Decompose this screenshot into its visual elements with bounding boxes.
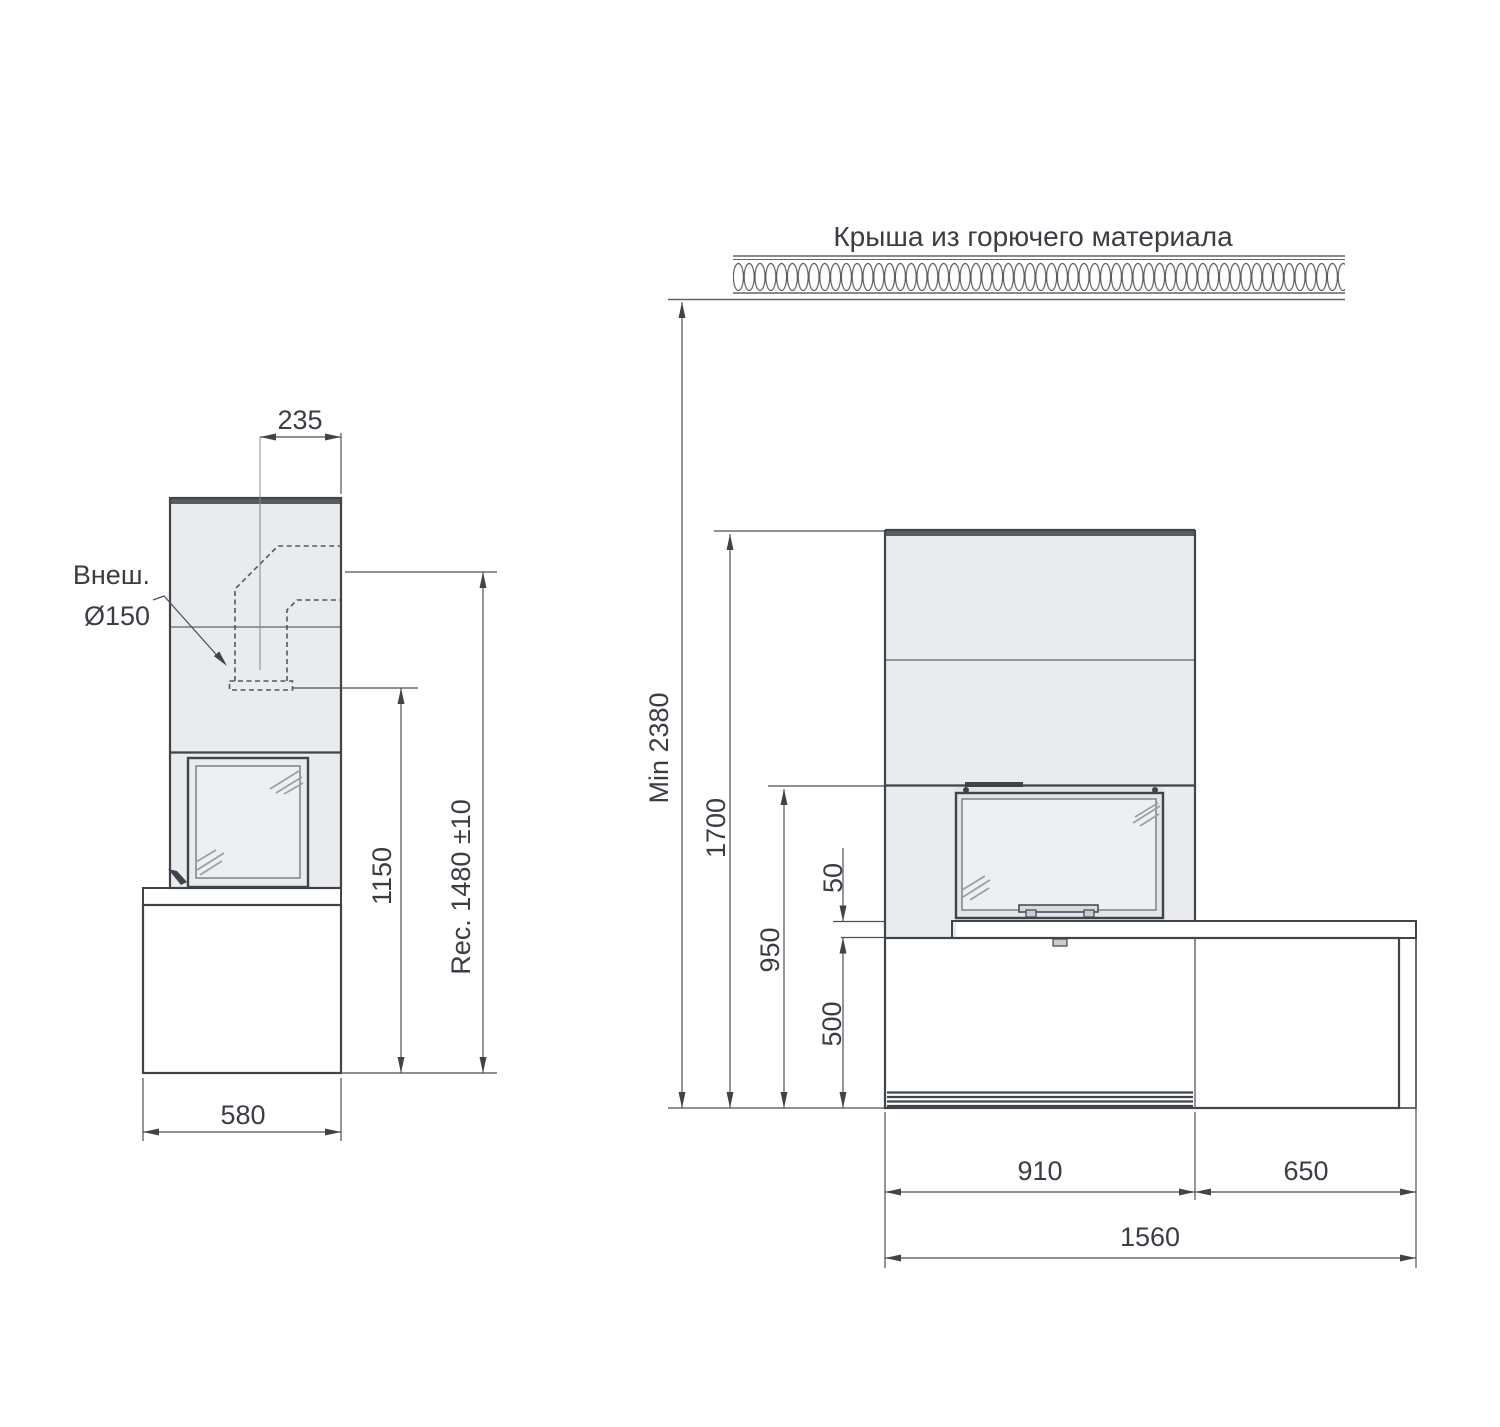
dim-hearth-thickness-label: 50 — [818, 862, 848, 894]
door-screw-icon — [1152, 787, 1158, 793]
dim-firebox-top-height-label: 950 — [755, 927, 785, 973]
dim-depth — [143, 1078, 341, 1141]
dim-total-height — [701, 531, 884, 1108]
base-vent-slot — [1053, 939, 1067, 946]
dim-bench-width-label: 650 — [1283, 1156, 1329, 1186]
hearth-bench-slab — [952, 921, 1416, 938]
dim-recommended-height — [341, 572, 497, 1073]
dim-bench-height-label: 500 — [817, 1001, 847, 1047]
front-right-wall-strip — [1163, 786, 1195, 921]
flue-label-line1: Внеш. — [72, 560, 150, 590]
dim-bench-width — [1195, 1108, 1416, 1268]
dim-min-ceiling — [644, 302, 686, 1108]
front-view — [644, 221, 1416, 1268]
front-air-slot — [965, 782, 1023, 787]
dim-flue-offset — [260, 405, 341, 494]
flue-label-line2: Ø150 — [83, 601, 150, 631]
door-screw-icon — [963, 787, 969, 793]
side-base-cabinet — [143, 905, 341, 1073]
dim-min-ceiling-label: Min 2380 — [644, 692, 674, 804]
roof-label: Крыша из горючего материала — [833, 221, 1233, 252]
side-bench-slab — [143, 888, 341, 905]
front-firebox-door — [956, 782, 1163, 918]
dim-flue-offset-label: 235 — [277, 405, 323, 435]
dim-recommended-height-label: Rec. 1480 ±10 — [446, 799, 476, 975]
bench-side-panel — [1399, 938, 1416, 1108]
dim-depth-label: 580 — [220, 1100, 266, 1130]
dim-total-height-label: 1700 — [701, 797, 731, 859]
front-door-glass — [962, 799, 1156, 910]
base-louver-grill — [887, 1093, 1193, 1107]
dim-firebox-width-label: 910 — [1017, 1156, 1063, 1186]
dim-flue-height-label: 1150 — [367, 846, 397, 906]
side-view — [73, 405, 497, 1141]
front-left-wall-strip — [885, 786, 956, 938]
roof-insulation-pattern — [733, 262, 1345, 292]
dim-bench-height — [817, 938, 847, 1109]
dim-hearth-thickness — [818, 848, 884, 938]
dim-total-width — [885, 1222, 1416, 1262]
front-base-cabinet — [885, 938, 1399, 1108]
dim-total-width-label: 1560 — [1119, 1222, 1181, 1252]
dim-firebox-top-height — [755, 786, 884, 1108]
roof-hatch — [668, 256, 1345, 300]
side-glass-door — [168, 758, 308, 887]
